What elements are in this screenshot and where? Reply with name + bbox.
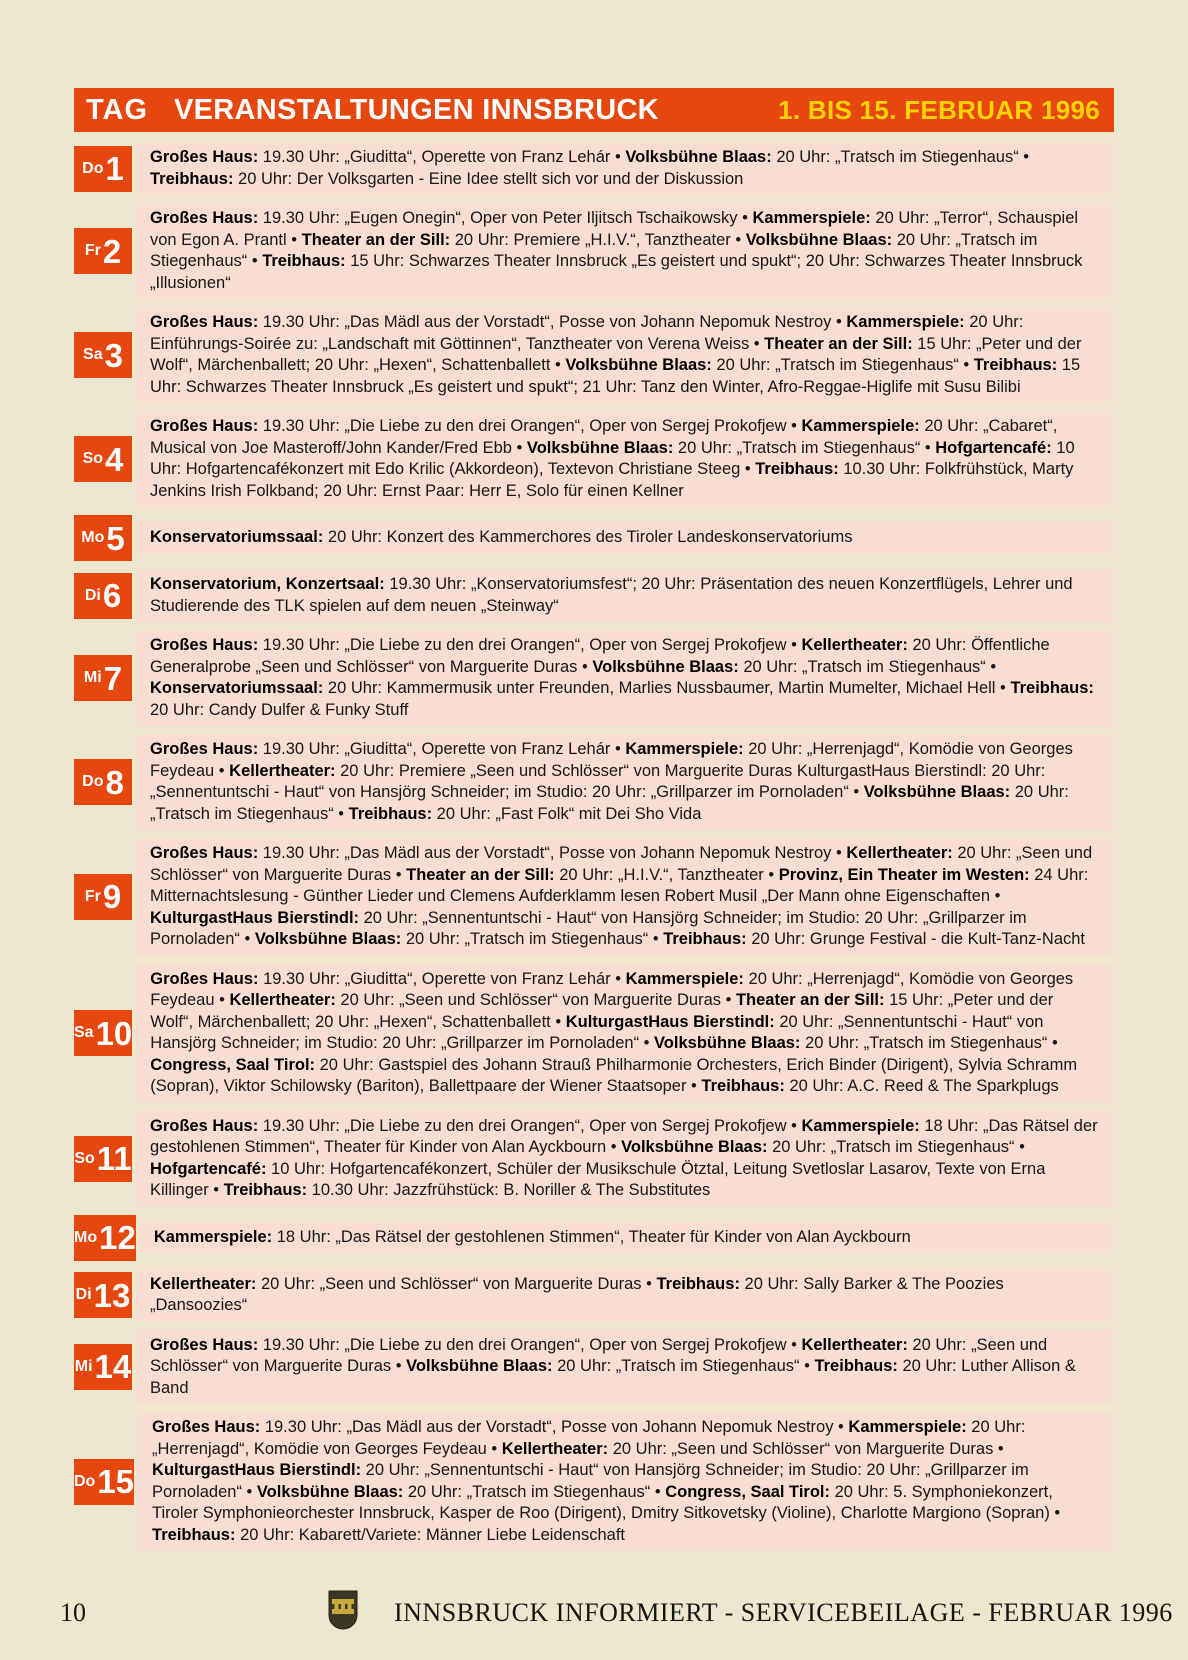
day-row xyxy=(74,838,1114,956)
page-title: VERANSTALTUNGEN INNSBRUCK xyxy=(174,93,659,126)
day-label xyxy=(74,146,132,192)
day-events-text: Kammerspiele: 18 Uhr: „Das Rätsel der gestohlenen Stimmen“, Theater für Kinder von Alan Ayckbourn xyxy=(140,1222,1114,1254)
day-events-text: Großes Haus: 19.30 Uhr: „Giuditta“, Operette von Franz Lehár • Volksbühne Blaas: 20 Uhr: „Tratsch im Stiegenhaus“ • Treibhaus: 20 Uhr: Der Volksgarten - Eine Idee stellt sich vor und der Diskussion xyxy=(136,142,1114,195)
day-abbr: Di xyxy=(84,586,101,604)
day-events-text: Großes Haus: 19.30 Uhr: „Das Mädl aus der Vorstadt“, Posse von Johann Nepomuk Nestroy • Kammerspiele: 20 Uhr: „Herrenjagd“, Komödie von Georges Feydeau • Kellertheater: 20 Uhr: „Seen und Schlösser“ von Marguerite Duras • KulturgastHaus Bierstindl: 20 Uhr: „Sennentuntschi - Haut“ von Hansjörg Schneider; im Studio: 20 Uhr: „Grillparzer im Pornoladen“ • Volksbühne Blaas: 20 Uhr: „Tratsch im Stiegenhaus“ • Congress, Saal Tirol: 20 Uhr: 5. Symphoniekonzert, Tiroler Symphonieorchester Innsbruck, Kasper de Roo (Dirigent), Dmitry Sitkovetsky (Violine), Charlotte Margiono (Sopran) • Treibhaus: 20 Uhr: Kabarett/Variete: Männer Liebe Leidenschaft xyxy=(138,1412,1114,1551)
day-row xyxy=(74,734,1114,830)
day-label xyxy=(74,332,132,378)
day-number: 3 xyxy=(104,336,123,374)
day-row xyxy=(74,307,1114,403)
day-number: 2 xyxy=(102,232,122,270)
day-abbr: Mi xyxy=(74,1357,93,1375)
day-abbr: So xyxy=(82,450,104,467)
innsbruck-coat-of-arms-icon xyxy=(328,1590,358,1635)
day-row xyxy=(74,1111,1114,1207)
day-abbr: So xyxy=(74,1149,95,1167)
day-events-text: Großes Haus: 19.30 Uhr: „Das Mädl aus der Vorstadt“, Posse von Johann Nepomuk Nestroy • Kellertheater: 20 Uhr: „Seen und Schlösser“ von Marguerite Duras • Theater an der Sill: 20 Uhr: „H.I.V.“, Tanztheater • Provinz, Ein Theater im Westen: 24 Uhr: Mitternachtslesung - Günther Lieder und Clemens Aufderklamm lesen Robert Musil „Der Mann ohne Eigenschaften • KulturgastHaus Bierstindl: 20 Uhr: „Sennentuntschi - Haut“ von Hansjörg Schneider; im Studio: 20 Uhr: „Grillparzer im Pornoladen“ • Volksbühne Blaas: 20 Uhr: „Tratsch im Stiegenhaus“ • Treibhaus: 20 Uhr: Grunge Festival - die Kult-Tanz-Nacht xyxy=(136,838,1114,956)
day-number: 4 xyxy=(105,440,124,478)
day-number: 1 xyxy=(105,150,124,187)
day-label xyxy=(74,874,132,920)
day-number: 15 xyxy=(97,1463,135,1500)
day-abbr: Di xyxy=(75,1286,92,1303)
day-label xyxy=(74,228,132,274)
day-events-text: Großes Haus: 19.30 Uhr: „Eugen Onegin“, Oper von Peter Iljitsch Tschaikowsky • Kammerspiele: 20 Uhr: „Terror“, Schauspiel von Egon A. Prantl • Theater an der Sill: 20 Uhr: Premiere „H.I.V.“, Tanztheater • Volksbühne Blaas: 20 Uhr: „Tratsch im Stiegenhaus“ • Treibhaus: 15 Uhr: Schwarzes Theater Innsbruck „Es geistert und spukt“; 20 Uhr: Schwarzes Theater Innsbruck „Illusionen“ xyxy=(136,203,1114,299)
date-range: 1. BIS 15. FEBRUAR 1996 xyxy=(778,94,1100,125)
day-events-text: Konservatorium, Konzertsaal: 19.30 Uhr: „Konservatoriumsfest“; 20 Uhr: Präsentation des neuen Konzertflügels, Lehrer und Studierende des TLK spielen auf dem neuen „Steinway“ xyxy=(136,569,1114,622)
footer-text: INNSBRUCK INFORMIERT - SERVICEBEILAGE - FEBRUAR 1996 xyxy=(394,1597,1173,1627)
day-number: 9 xyxy=(102,878,122,916)
day-label xyxy=(74,759,132,805)
day-abbr: Do xyxy=(82,773,104,790)
day-label xyxy=(74,1010,132,1056)
day-row xyxy=(74,1412,1114,1551)
day-abbr: Fr xyxy=(84,887,101,905)
day-number: 6 xyxy=(102,577,122,614)
day-events-text: Großes Haus: 19.30 Uhr: „Giuditta“, Operette von Franz Lehár • Kammerspiele: 20 Uhr: „Herrenjagd“, Komödie von Georges Feydeau • Kellertheater: 20 Uhr: Premiere „Seen und Schlösser“ von Marguerite Duras KulturgastHaus Bierstindl: 20 Uhr: „Sennentuntschi - Haut“ von Hansjörg Schneider; im Studio: 20 Uhr: „Grillparzer im Pornoladen“ • Volksbühne Blaas: 20 Uhr: „Tratsch im Stiegenhaus“ • Treibhaus: 20 Uhr: „Fast Folk“ mit Dei Sho Vida xyxy=(136,734,1114,830)
day-label xyxy=(74,655,132,701)
day-label xyxy=(74,436,132,482)
day-number: 8 xyxy=(105,763,124,801)
day-label xyxy=(74,1459,134,1505)
page-number: 10 xyxy=(60,1598,86,1627)
day-number: 11 xyxy=(96,1140,132,1177)
day-row xyxy=(74,569,1114,622)
page-footer xyxy=(0,1590,1188,1634)
day-label xyxy=(74,515,132,561)
day-number: 12 xyxy=(99,1219,136,1256)
day-events-text: Großes Haus: 19.30 Uhr: „Das Mädl aus der Vorstadt“, Posse von Johann Nepomuk Nestroy • Kammerspiele: 20 Uhr: Einführungs-Soirée zu: „Landschaft mit Göttinnen“, Tanztheater von Verena Weiss • Theater an der Sill: 15 Uhr: „Peter und der Wolf“, Märchenballett; 20 Uhr: „Hexen“, Schattenballett • Volksbühne Blaas: 20 Uhr: „Tratsch im Stiegenhaus“ • Treibhaus: 15 Uhr: Schwarzes Theater Innsbruck „Es geistert und spukt“; 21 Uhr: Tanz den Winter, Afro-Reggae-Higlife mit Susu Bilibi xyxy=(136,307,1114,403)
day-abbr: Mi xyxy=(83,669,102,686)
day-number: 14 xyxy=(94,1348,132,1386)
day-label xyxy=(74,1344,132,1390)
day-abbr: Sa xyxy=(83,346,103,363)
day-events-text: Großes Haus: 19.30 Uhr: „Die Liebe zu den drei Orangen“, Oper von Sergej Prokofjew • Kammerspiele: 20 Uhr: „Cabaret“, Musical von Joe Masteroff/John Kander/Fred Ebb • Volksbühne Blaas: 20 Uhr: „Tratsch im Stiegenhaus“ • Hofgartencafé: 10 Uhr: Hofgartencafékonzert mit Edo Krilic (Akkordeon), Textevon Christiane Steeg • Treibhaus: 10.30 Uhr: Folkfrühstück, Marty Jenkins Irish Folkband; 20 Uhr: Ernst Paar: Herr E, Solo für einen Kellner xyxy=(136,411,1114,507)
day-abbr: Mo xyxy=(81,529,105,546)
day-label xyxy=(74,573,132,619)
day-row xyxy=(74,142,1114,195)
day-events-text: Konservatoriumssaal: 20 Uhr: Konzert des Kammerchores des Tiroler Landeskonservatoriums xyxy=(136,522,1114,554)
day-abbr: Mo xyxy=(74,1228,98,1246)
day-number: 10 xyxy=(95,1014,133,1052)
day-abbr: Do xyxy=(82,159,104,177)
header-bar xyxy=(74,88,1114,132)
day-abbr: Sa xyxy=(74,1024,94,1041)
day-row xyxy=(74,1330,1114,1405)
day-label xyxy=(74,1215,136,1261)
day-row xyxy=(74,515,1114,561)
day-number: 7 xyxy=(103,659,123,697)
day-abbr: Do xyxy=(74,1472,96,1490)
day-events-text: Großes Haus: 19.30 Uhr: „Die Liebe zu den drei Orangen“, Oper von Sergej Prokofjew • Kammerspiele: 18 Uhr: „Das Rätsel der gestohlenen Stimmen“, Theater für Kinder von Alan Ayckbourn • Volksbühne Blaas: 20 Uhr: „Tratsch im Stiegenhaus“ • Hofgartencafé: 10 Uhr: Hofgartencafékonzert, Schüler der Musikschule Ötztal, Leitung Svetloslar Lasarov, Texte von Erna Killinger • Treibhaus: 10.30 Uhr: Jazzfrühstück: B. Noriller & The Substitutes xyxy=(136,1111,1114,1207)
day-events-text: Großes Haus: 19.30 Uhr: „Die Liebe zu den drei Orangen“, Oper von Sergej Prokofjew • Kellertheater: 20 Uhr: Öffentliche Generalprobe „Seen und Schlösser“ von Marguerite Duras • Volksbühne Blaas: 20 Uhr: „Tratsch im Stiegenhaus“ • Konservatoriumssaal: 20 Uhr: Kammermusik unter Freunden, Marlies Nussbaumer, Martin Mumelter, Michael Hell • Treibhaus: 20 Uhr: Candy Dulfer & Funky Stuff xyxy=(136,630,1114,726)
day-row xyxy=(74,964,1114,1103)
day-row xyxy=(74,203,1114,299)
day-events-text: Kellertheater: 20 Uhr: „Seen und Schlösser“ von Marguerite Duras • Treibhaus: 20 Uhr: Sally Barker & The Poozies „Dansoozies“ xyxy=(136,1269,1114,1322)
day-label xyxy=(74,1272,132,1318)
day-row xyxy=(74,1215,1114,1261)
tag-column-header: TAG xyxy=(86,93,149,126)
day-rows xyxy=(74,142,1114,1551)
day-row xyxy=(74,1269,1114,1322)
day-events-text: Großes Haus: 19.30 Uhr: „Giuditta“, Operette von Franz Lehár • Kammerspiele: 20 Uhr: „Herrenjagd“, Komödie von Georges Feydeau • Kellertheater: 20 Uhr: „Seen und Schlösser“ von Marguerite Duras • Theater an der Sill: 15 Uhr: „Peter und der Wolf“, Märchenballett; 20 Uhr: „Hexen“, Schattenballett • KulturgastHaus Bierstindl: 20 Uhr: „Sennentuntschi - Haut“ von Hansjörg Schneider; im Studio: 20 Uhr: „Grillparzer im Pornoladen“ • Volksbühne Blaas: 20 Uhr: „Tratsch im Stiegenhaus“ • Congress, Saal Tirol: 20 Uhr: Gastspiel des Johann Strauß Philharmonie Orchesters, Erich Binder (Dirigent), Sylvia Schramm (Sopran), Viktor Schilowsky (Bariton), Ballettpaare der Wiener Staatsoper • Treibhaus: 20 Uhr: A.C. Reed & The Sparkplugs xyxy=(136,964,1114,1103)
day-number: 13 xyxy=(93,1276,131,1314)
day-abbr: Fr xyxy=(84,242,101,259)
footer-center xyxy=(328,1590,1173,1635)
day-label xyxy=(74,1136,132,1182)
day-row xyxy=(74,411,1114,507)
day-events-text: Großes Haus: 19.30 Uhr: „Die Liebe zu den drei Orangen“, Oper von Sergej Prokofjew • Kellertheater: 20 Uhr: „Seen und Schlösser“ von Marguerite Duras • Volksbühne Blaas: 20 Uhr: „Tratsch im Stiegenhaus“ • Treibhaus: 20 Uhr: Luther Allison & Band xyxy=(136,1330,1114,1405)
day-number: 5 xyxy=(106,519,125,557)
calendar-sheet xyxy=(74,88,1114,1559)
day-row xyxy=(74,630,1114,726)
